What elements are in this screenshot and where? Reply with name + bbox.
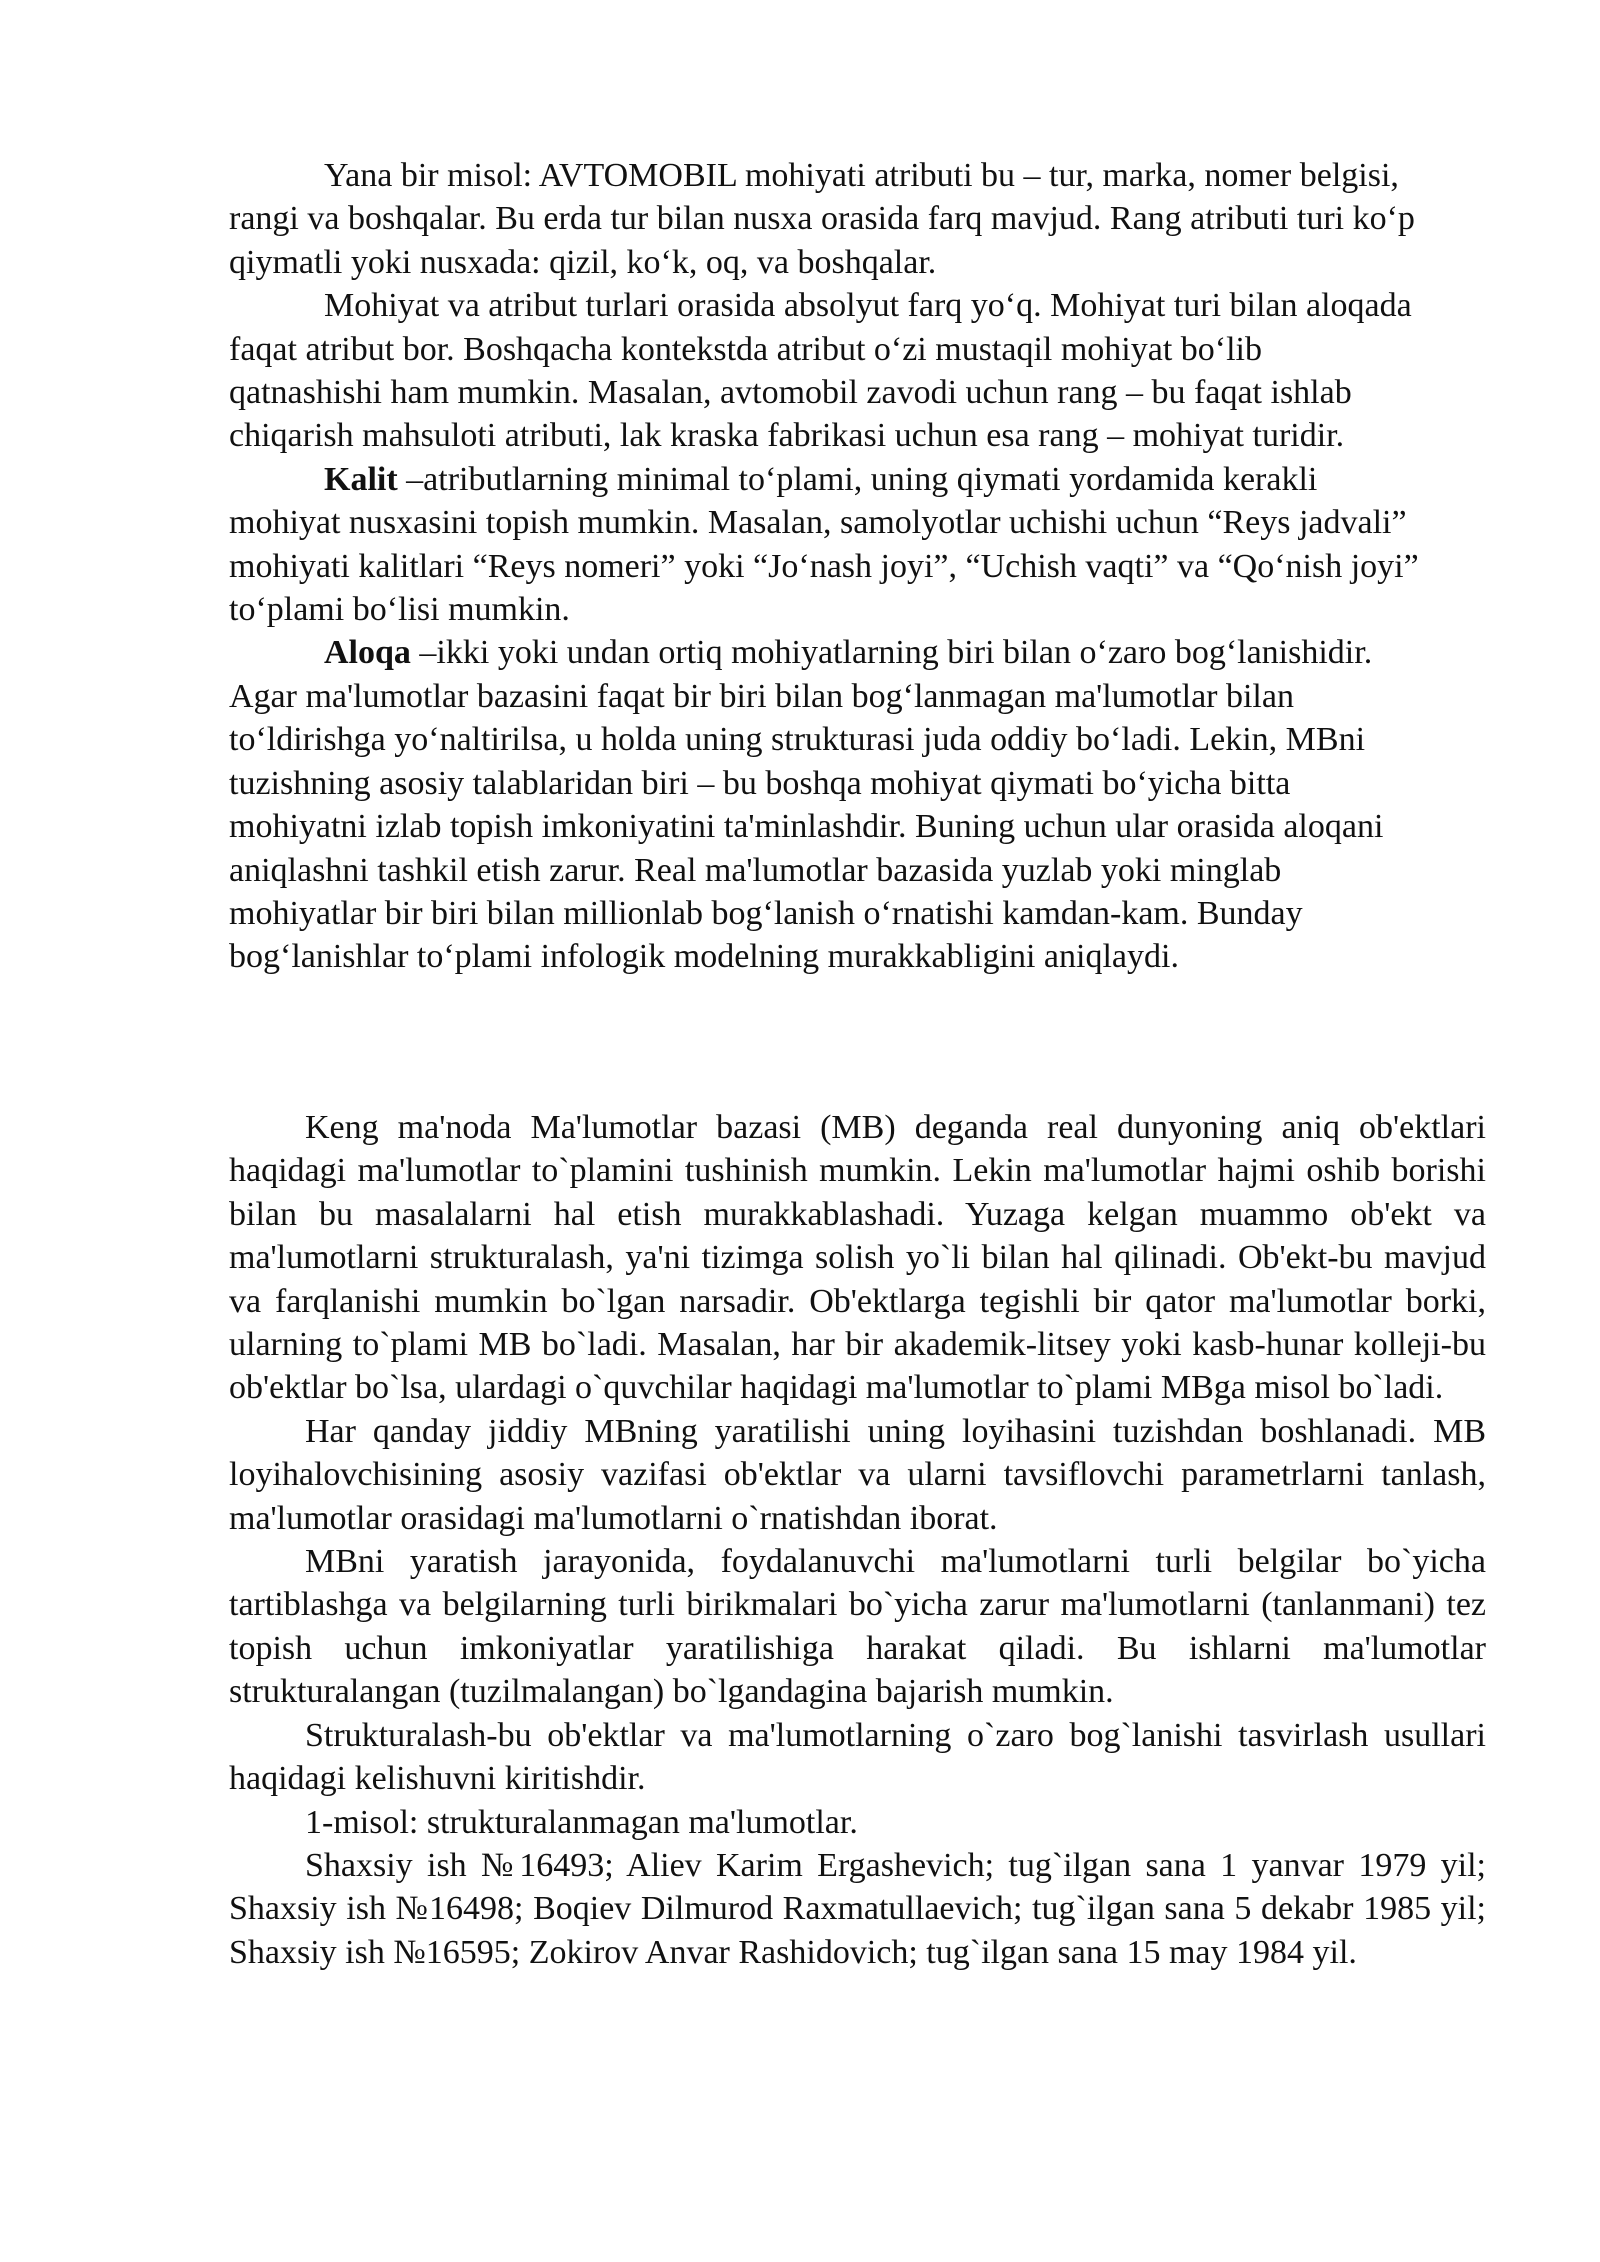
section-database <box>229 1106 1486 1974</box>
section-entities <box>229 154 1419 979</box>
paragraph-relation-definition <box>229 631 1419 978</box>
paragraph-entity-attribute: Mohiyat va atribut turlari orasida absolyut farq yoʻq. Mohiyat turi bilan aloqada faqat atribut bor. Boshqacha kontekstda atribut oʻzi mustaqil mohiyat boʻlib qatnashishi ham mumkin. Masalan, avtomobil zavodi uchun rang – bu faqat ishlab chiqarish mahsuloti atributi, lak kraska fabrikasi uchun esa rang – mohiyat turidir. <box>229 287 1412 455</box>
paragraph-database-design: Har qanday jiddiy MBning yaratilishi uning loyihasini tuzishdan boshlanadi. MB loyihalovchisining asosiy vazifasi ob'ektlar va ularni tavsiflovchi parametrlarni tanlash, ma'lumotlar orasidagi ma'lumotlarni o`rnatishdan iborat. <box>229 1412 1486 1537</box>
relation-definition-text: –ikki yoki undan ortiq mohiyatlarning biri bilan oʻzaro bogʻlanishidir. Agar ma'lumotlar bazasini faqat bir biri bilan bogʻlanmagan ma'lumotlar bilan toʻldirishga yoʻnaltirilsa, u holda uning strukturasi juda oddiy boʻladi. Lekin, MBni tuzishning asosiy talablaridan biri – bu boshqa mohiyat qiymati boʻyicha bitta mohiyatni izlab topish imkoniyatini ta'minlashdir. Buning uchun ular orasida aloqani aniqlashni tashkil etish zarur. Real ma'lumotlar bazasida yuzlab yoki minglab mohiyatlar bir biri bilan millionlab bogʻlanish oʻrnatishi kamdan-kam. Bunday bogʻlanishlar toʻplami infologik modelning murakkabligini aniqlaydi. <box>229 634 1384 976</box>
paragraph-database-definition: Keng ma'noda Ma'lumotlar bazasi (MB) deganda real dunyoning aniq ob'ektlari haqidagi ma'lumotlar to`plamini tushinish mumkin. Lekin ma'lumotlar hajmi oshib borishi bilan bu masalalarni hal etish murakkablashadi. Yuzaga kelgan muammo ob'ekt va ma'lumotlarni strukturalash, ya'ni tizimga solish yo`li bilan hal qilinadi. Ob'ekt-bu mavjud va farqlanishi mumkin bo`lgan narsadir. Ob'ektlarga tegishli bir qator ma'lumotlar borki, ularning to`plami MB bo`ladi. Masalan, har bir akademik-litsey yoki kasb-hunar kolleji-bu ob'ektlar bo`lsa, ulardagi o`quvchilar haqidagi ma'lumotlar to`plami MBga misol bo`ladi. <box>229 1109 1486 1407</box>
paragraph-unstructured-records: Shaxsiy ish №16493; Aliev Karim Ergashevich; tug`ilgan sana 1 yanvar 1979 yil; Shaxsiy ish №16498; Boqiev Dilmurod Raxmatullaevich; tug`ilgan sana 5 dekabr 1985 yil; Shaxsiy ish №16595; Zokirov Anvar Rashidovich; tug`ilgan sana 15 may 1984 yil. <box>229 1846 1486 1971</box>
term-aloqa: Aloqa <box>324 634 411 672</box>
paragraph-structuring-definition: Strukturalash-bu ob'ektlar va ma'lumotlarning o`zaro bog`lanishi tasvirlash usullari haqidagi kelishuvni kiritishdir. <box>229 1716 1486 1798</box>
paragraph-example-heading: 1-misol: strukturalanmagan ma'lumotlar. <box>305 1803 858 1841</box>
paragraph-key-definition <box>229 458 1419 632</box>
key-definition-text: –atributlarning minimal toʻplami, uning qiymati yordamida kerakli mohiyat nusxasini topish mumkin. Masalan, samolyotlar uchishi uchun “Reys jadvali” mohiyati kalitlari “Reys nomeri” yoki “Joʻnash joyi”, “Uchish vaqti” va “Qoʻnish joyi” toʻplami boʻlisi mumkin. <box>229 460 1419 629</box>
paragraph-avtomobil-example: Yana bir misol: AVTOMOBIL mohiyati atributi bu – tur, marka, nomer belgisi, rangi va boshqalar. Bu erda tur bilan nusxa orasida farq mavjud. Rang atributi turi koʻp qiymatli yoki nusxada: qizil, koʻk, oq, va boshqalar. <box>229 157 1415 281</box>
term-kalit: Kalit <box>324 460 398 498</box>
paragraph-database-creation: MBni yaratish jarayonida, foydalanuvchi ma'lumotlarni turli belgilar bo`yicha tartiblashga va belgilarning turli birikmalari bo`yicha zarur ma'lumotlarni (tanlanmani) tez topish uchun imkoniyatlar yaratilishiga harakat qiladi. Bu ishlarni ma'lumotlar strukturalangan (tuzilmalangan) bo`lgandagina bajarish mumkin. <box>229 1543 1486 1711</box>
